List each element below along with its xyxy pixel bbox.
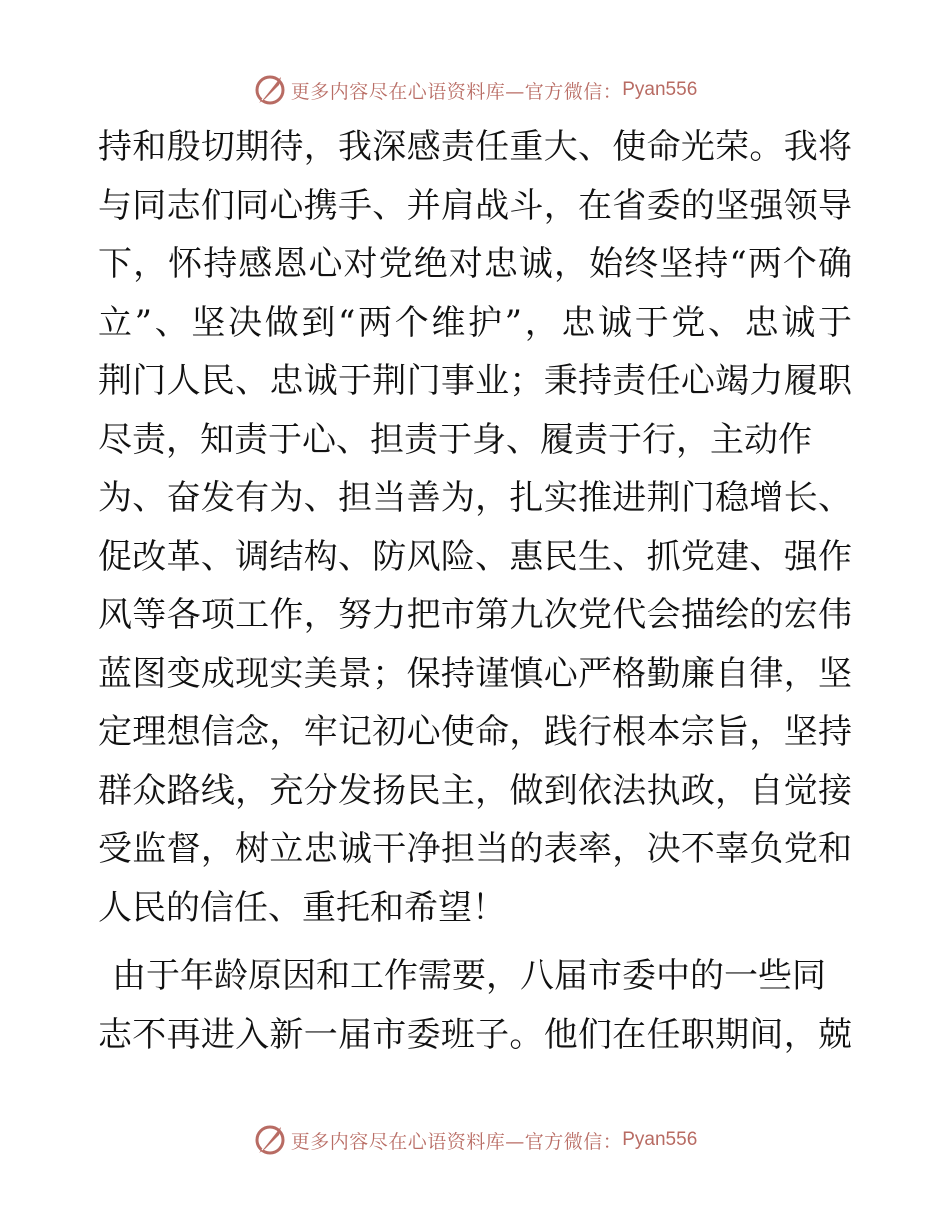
- text-line: 尽责，知责于心、担责于身、履责于行，主动作: [98, 419, 812, 460]
- banner-text: 更多内容尽在心语资料库—官方微信：: [290, 80, 623, 103]
- text-line: 定理想信念，牢记初心使命，践行根本宗旨，坚持: [98, 712, 852, 752]
- paragraph-2: [98, 947, 852, 1064]
- banner-wechat-id: Pyan556: [622, 79, 698, 100]
- footer-banner: [0, 1120, 950, 1160]
- text-line: 受监督，树立忠诚干净担当的表率，决不辜负党和: [98, 829, 852, 869]
- text-line: 蓝图变成现实美景；保持谨慎心严格勤廉自律，坚: [98, 653, 852, 694]
- paragraph-1: [98, 118, 852, 937]
- header-banner: [0, 70, 950, 110]
- text-line: 与同志们同心携手、并肩战斗，在省委的坚强领导: [98, 185, 852, 226]
- text-line: 风等各项工作，努力把市第九次党代会描绘的宏伟: [98, 595, 852, 635]
- text-line: 由于年龄原因和工作需要，八届市委中的一些同: [112, 956, 826, 996]
- text-line: 荆门人民、忠诚于荆门事业；秉持责任心竭力履职: [98, 361, 852, 401]
- text-line: 人民的信任、重托和希望！: [98, 887, 506, 928]
- document-body: [98, 118, 852, 1064]
- quill-circle-icon: [253, 1123, 287, 1157]
- text-line: 志不再进入新一届市委班子。他们在任职期间，兢: [98, 1014, 852, 1055]
- text-line: 立”、坚决做到“两个维护”，忠诚于党、忠诚于: [98, 302, 852, 343]
- text-line: 下，怀持感恩心对党绝对忠诚，始终坚持“两个确: [98, 244, 852, 284]
- text-line: 持和殷切期待，我深感责任重大、使命光荣。我将: [98, 127, 852, 167]
- banner-text: 更多内容尽在心语资料库—官方微信：: [290, 1130, 623, 1153]
- text-line: 促改革、调结构、防风险、惠民生、抓党建、强作: [98, 536, 852, 577]
- quill-circle-icon: [253, 73, 287, 107]
- banner-wechat-id: Pyan556: [622, 1129, 698, 1150]
- text-line: 群众路线，充分发扬民主，做到依法执政，自觉接: [98, 770, 852, 811]
- text-line: 为、奋发有为、担当善为，扎实推进荆门稳增长、: [98, 478, 852, 518]
